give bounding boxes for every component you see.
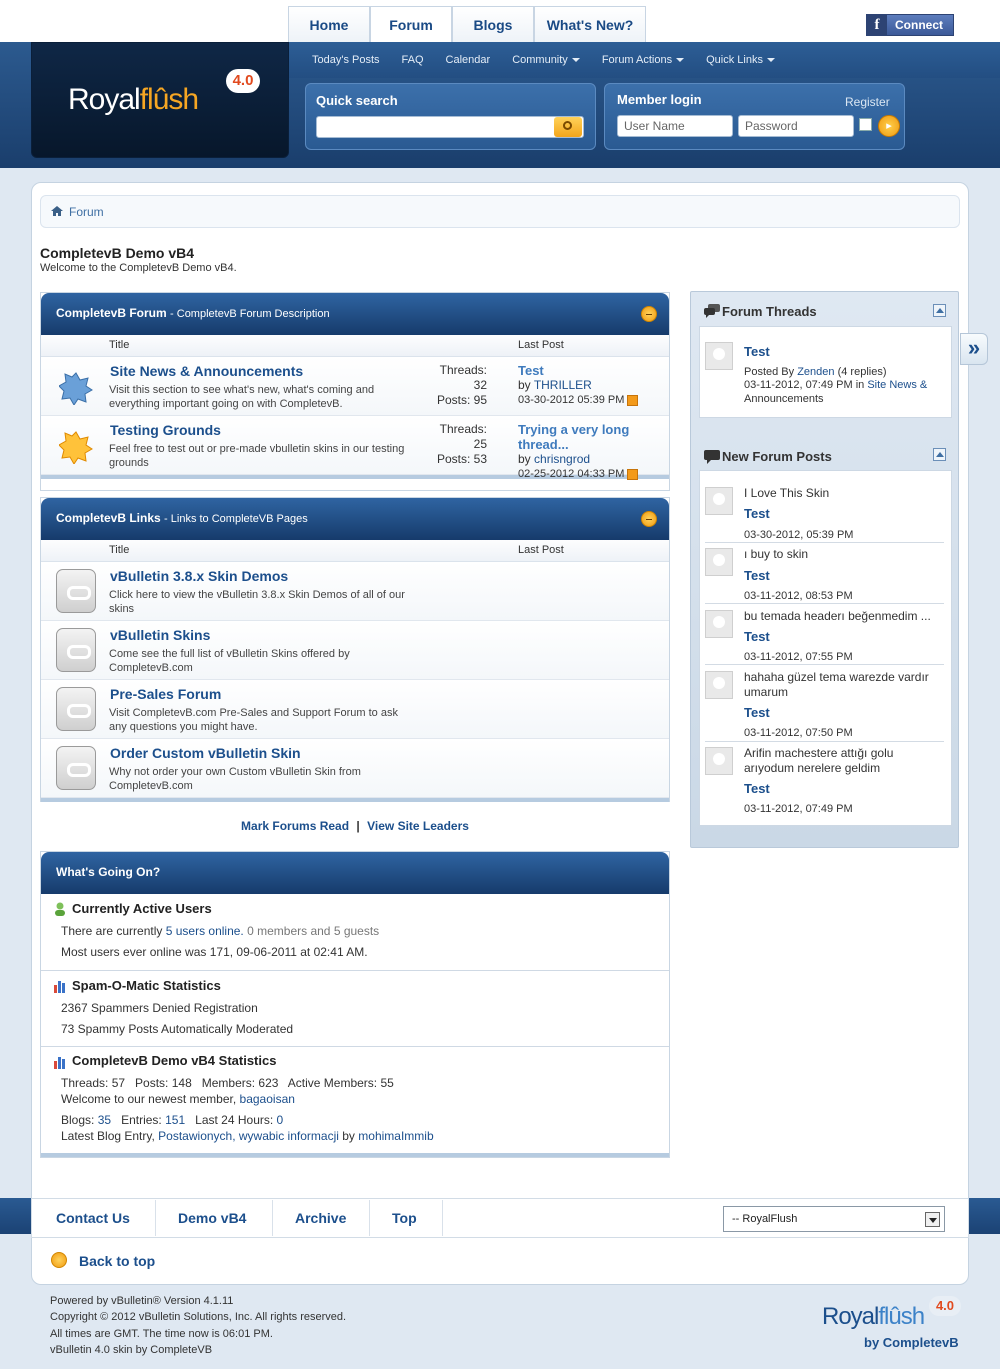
last-24-count-link[interactable]: 0 [276,1113,284,1127]
forum-stats-counts: Threads: 57 Posts: 148 Members: 623 Active Members: 55 [61,1076,394,1090]
post-snippet[interactable]: hahaha güzel tema warezde vardır [744,670,929,684]
footer-logo-main: Royal [822,1303,879,1330]
caret-down-icon [676,58,684,62]
newest-member-line [61,1092,295,1106]
sidebar-toggle-button[interactable] [960,333,988,365]
link-description: Come see the full list of vBulletin Skins offered by CompletevB.com [109,648,350,674]
active-users-breakdown: 0 members and 5 guests [247,924,380,938]
avatar[interactable] [705,747,733,775]
facebook-connect-label: Connect [895,18,943,32]
collapse-icon[interactable] [641,306,657,322]
tab-home[interactable]: Home [288,6,370,42]
forum-block-subtitle: - CompletevB Forum Description [170,308,330,320]
active-users-title: Currently Active Users [72,901,212,916]
link-title[interactable]: Order Custom vBulletin Skin [110,745,301,761]
login-button[interactable]: ▸ [878,115,900,137]
post-date: 03-30-2012, 05:39 PM [744,529,854,541]
link-title[interactable]: Pre-Sales Forum [110,686,222,702]
last-post-title-link[interactable]: Trying a very long thread... [518,422,630,452]
last-post [518,363,658,408]
posts-count: 95 [473,393,487,407]
search-button[interactable] [554,117,582,137]
posts-label: Posts: [436,452,471,466]
member-login-title: Member login [617,92,702,107]
footer-logo-accent: flûsh [878,1303,925,1330]
entries-label: Entries: [121,1113,162,1127]
tab-whats-new[interactable]: What's New? [534,6,646,42]
breadcrumb [40,195,960,228]
blogs-count-link[interactable]: 35 [97,1113,112,1127]
divider [705,603,944,604]
last-post-user-link[interactable]: chrisngrod [534,452,591,466]
latest-blog-by: by [342,1129,355,1143]
block-footer [41,798,669,802]
thread-author-link[interactable]: Zenden [797,366,835,378]
last-post-by: by [518,378,531,392]
quick-search-title: Quick search [316,93,398,108]
reply-count: (4 replies) [837,366,887,378]
go-to-last-post-icon[interactable] [627,395,638,406]
subnav-community[interactable] [512,54,580,66]
link-icon [56,746,96,790]
posts-count: 53 [473,452,487,466]
quick-search-input[interactable] [316,116,584,138]
spam-title: Spam-O-Matic Statistics [72,978,221,993]
forum-block-title[interactable]: CompletevB Forum [56,306,167,320]
column-title: Title [109,339,130,351]
page-title: CompletevB Demo vB4 [40,245,195,261]
threads-count: 25 [473,437,487,451]
page-description: Welcome to the CompletevB Demo vB4. [40,262,237,274]
main-nav-tabs [288,6,646,42]
forum-title-link[interactable]: Testing Grounds [110,422,221,438]
separator: | [356,819,360,833]
avatar[interactable] [705,487,733,515]
footer-top-link[interactable]: Top [392,1210,417,1226]
time-text: All times are GMT. The time now is 06:01 PM. [50,1328,273,1340]
links-block-header [41,498,669,540]
thread-forum-link[interactable]: Site News & [867,379,928,391]
blog-stats-line [61,1113,283,1127]
subnav [312,54,797,66]
style-chooser-select[interactable] [723,1206,945,1232]
divider [442,1200,443,1236]
view-site-leaders-link[interactable]: View Site Leaders [367,819,469,833]
forum-column-headers [41,335,669,357]
threads-count: 32 [473,378,487,392]
subnav-todays-posts[interactable]: Today's Posts [312,54,380,66]
post-date: 03-11-2012, 07:55 PM [744,651,853,663]
active-users-section [41,894,669,971]
forum-description: Feel free to test out or pre-made vbulletin skins in our testing grounds [109,443,405,469]
link-description: Click here to view the vBulletin 3.8.x Skin Demos of all of our skins [109,589,405,615]
divider [705,542,944,543]
subnav-quick-links-label: Quick Links [706,54,763,66]
whats-going-on-block [40,851,670,1158]
breadcrumb-forum[interactable]: Forum [69,205,104,219]
subnav-quick-links[interactable] [706,54,775,66]
powered-by-text: Powered by vBulletin® Version 4.1.11 [50,1295,234,1307]
forum-stats [421,422,487,467]
links-column-headers [41,540,669,562]
divider [155,1200,156,1236]
link-row [41,680,669,739]
forum-actions [40,819,670,833]
last-post-by: by [518,452,531,466]
arrow-up-icon[interactable] [51,1252,67,1268]
post-date: 03-11-2012, 07:49 PM [744,803,853,815]
copyright-text: Copyright © 2012 vBulletin Solutions, Inc. All rights reserved. [50,1311,347,1323]
link-description: Visit CompletevB.com Pre-Sales and Support Forum to ask any questions you might have. [109,707,398,733]
collapse-toggle-icon[interactable] [933,304,946,317]
subnav-community-label: Community [512,54,568,66]
home-icon[interactable] [51,206,63,216]
footer-logo[interactable] [822,1303,924,1331]
collapse-icon[interactable] [641,511,657,527]
link-title[interactable]: vBulletin Skins [110,627,211,643]
forum-row [41,357,669,416]
speech-bubble-icon [704,450,720,464]
link-icon [56,628,96,672]
post-thread-link[interactable]: Test [744,629,770,644]
thread-posted-by [744,365,886,379]
post-snippet-continued[interactable]: umarum [744,685,789,699]
post-snippet[interactable]: I Love This Skin [744,486,830,500]
last-post-user-link[interactable]: THRILLER [533,378,592,392]
spam-stat-line: 73 Spammy Posts Automatically Moderated [61,1022,294,1036]
link-row [41,621,669,680]
latest-blog-prefix: Latest Blog Entry, [61,1129,155,1143]
footer-contact-us-link[interactable]: Contact Us [56,1210,130,1226]
logo-version-badge: 4.0 [226,69,260,93]
threads-label: Threads: [439,363,487,377]
posted-by-label: Posted By [744,366,795,378]
forum-stats-title: CompletevB Demo vB4 Statistics [72,1053,277,1068]
forum-stats [421,363,487,408]
blogs-label: Blogs: [61,1113,95,1127]
post-thread-link[interactable]: Test [744,781,770,796]
last-post-date: 02-25-2012 04:33 PM [518,468,625,480]
entries-count-link[interactable]: 151 [165,1113,186,1127]
forum-status-active-icon [59,430,93,464]
post-snippet[interactable]: Arifin machestere attığı golu [744,746,894,760]
double-chevron-right-icon: » [967,335,981,360]
link-title[interactable]: vBulletin 3.8.x Skin Demos [110,568,289,584]
link-row [41,739,669,798]
subnav-forum-actions[interactable] [602,54,684,66]
password-input[interactable]: Password [738,115,854,137]
mark-forums-read-link[interactable]: Mark Forums Read [241,819,350,833]
column-last-post: Last Post [518,544,564,556]
forum-stats-section [41,1047,669,1153]
post-snippet-continued[interactable]: arıyodum nerelere geldim [744,761,881,775]
newest-member-link[interactable]: bagaoisan [239,1092,295,1106]
facebook-icon: f [867,15,887,35]
avatar[interactable] [705,548,733,576]
footer-logo-by: by CompletevB [864,1335,959,1350]
avatar[interactable] [705,610,733,638]
column-last-post: Last Post [518,339,564,351]
footer-logo-version: 4.0 [929,1296,961,1316]
latest-blog-user-link[interactable]: mohimaImmib [358,1129,434,1143]
caret-down-icon [572,58,580,62]
active-users-prefix: There are currently [61,924,163,938]
thread-date-line [744,378,927,392]
back-to-top-link[interactable]: Back to top [79,1253,156,1269]
forum-row [41,416,669,480]
divider [272,1200,273,1236]
link-icon [56,569,96,613]
collapse-toggle-icon[interactable] [933,448,946,461]
thread-title-link[interactable]: Test [744,344,770,359]
active-users-line [61,924,379,938]
avatar[interactable] [705,342,733,370]
post-thread-link[interactable]: Test [744,506,770,521]
tab-blogs[interactable]: Blogs [452,6,534,42]
whats-going-on-header: What's Going On? [41,852,669,894]
post-snippet[interactable]: bu temada headerı beğenmedim ... [744,609,931,623]
caret-down-icon [767,58,775,62]
divider [705,664,944,665]
divider [369,1200,370,1236]
speech-bubble-icon [704,304,720,318]
post-date: 03-11-2012, 07:50 PM [744,727,853,739]
users-online-link[interactable]: 5 users online. [165,924,244,938]
facebook-connect-button[interactable] [866,14,954,36]
post-thread-link[interactable]: Test [744,568,770,583]
last-post-date: 03-30-2012 05:39 PM [518,394,625,406]
logo-text: Royalflûsh [68,83,199,116]
search-icon [563,121,572,130]
threads-label: Threads: [439,422,487,436]
skin-credit-text: vBulletin 4.0 skin by CompleteVB [50,1344,213,1356]
block-footer [41,1153,669,1157]
new-posts-title: New Forum Posts [722,449,832,464]
most-users-online: Most users ever online was 171, 09-06-2011 at 02:41 AM. [61,945,368,959]
avatar[interactable] [705,671,733,699]
last-24-label: Last 24 Hours: [195,1113,274,1127]
links-block-subtitle: - Links to CompleteVB Pages [164,513,308,525]
footer-archive-link[interactable]: Archive [295,1210,347,1226]
forum-block [40,292,670,491]
last-post-title-link[interactable]: Test [518,363,544,378]
last-post [518,422,658,482]
spam-section [41,971,669,1047]
forum-block-header [41,293,669,335]
newest-member-prefix: Welcome to our newest member, [61,1092,237,1106]
link-description: Why not order your own Custom vBulletin Skin from CompletevB.com [109,766,361,792]
register-link[interactable]: Register [845,95,890,109]
bar-chart-icon [53,979,67,993]
link-row [41,562,669,621]
subnav-forum-actions-label: Forum Actions [601,54,673,66]
post-thread-link[interactable]: Test [744,705,770,720]
post-snippet[interactable]: ı buy to skin [744,547,809,561]
column-title: Title [109,544,130,556]
chevron-down-icon [925,1212,940,1227]
thread-date: 03-11-2012, 07:49 PM in [744,379,865,391]
thread-forum-link[interactable]: Announcements [744,393,824,405]
latest-blog-line [61,1129,434,1143]
bar-chart-icon [53,1055,67,1069]
latest-blog-link[interactable]: Postawionych, wywabic informacji [158,1129,339,1143]
link-icon [56,687,96,731]
forum-title-link[interactable]: Site News & Announcements [110,363,304,379]
spam-stat-line: 2367 Spammers Denied Registration [61,1001,258,1015]
forum-threads-title: Forum Threads [722,304,817,319]
links-block [40,497,670,802]
forum-description: Visit this section to see what's new, what's coming and everything important going on with CompletevB. [109,384,375,410]
footer-demo-link[interactable]: Demo vB4 [178,1210,247,1226]
go-to-last-post-icon[interactable] [627,469,638,480]
subnav-calendar[interactable]: Calendar [445,54,491,66]
forum-status-new-icon [59,371,93,405]
remember-me-checkbox[interactable] [859,118,872,131]
subnav-faq[interactable]: FAQ [401,54,424,66]
username-input[interactable]: User Name [617,115,733,137]
tab-forum[interactable]: Forum [370,6,452,42]
user-icon [53,902,67,916]
posts-label: Posts: [436,393,471,407]
links-block-title[interactable]: CompletevB Links [56,511,161,525]
style-chooser-value: -- RoyalFlush [732,1213,798,1225]
site-logo[interactable] [31,42,289,158]
divider [705,741,944,742]
post-date: 03-11-2012, 08:53 PM [744,590,853,602]
